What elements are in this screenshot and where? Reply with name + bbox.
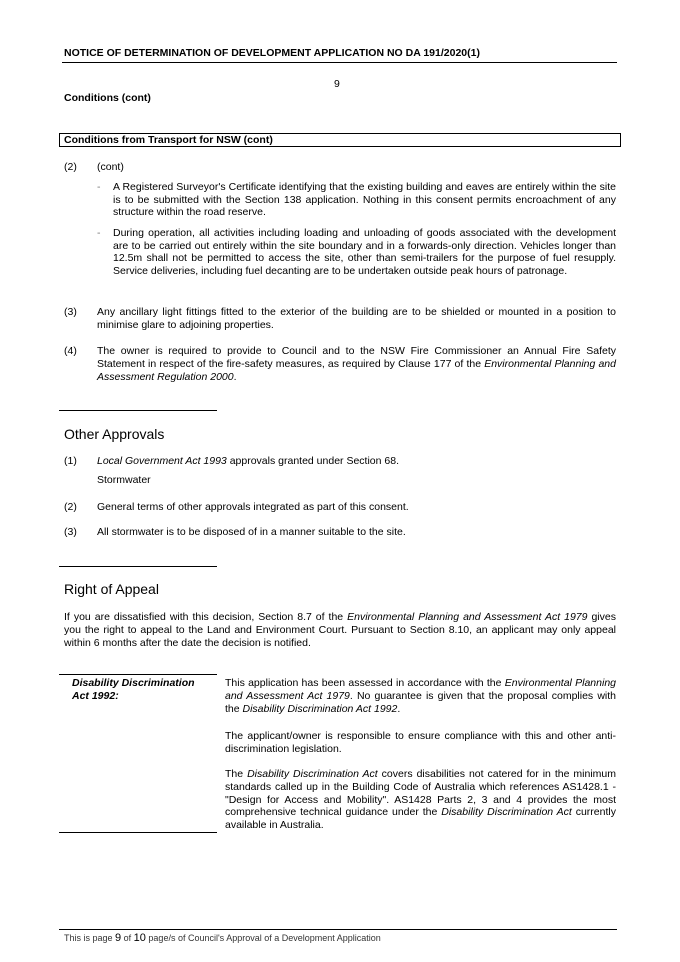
dda-paragraph-2: The applicant/owner is responsible to ensure compliance with this and other anti-discrimination legislation. bbox=[225, 730, 616, 755]
bullet-operation: During operation, all activities including loading and unloading of goods associated with the development are to be carried out entirely within the site boundary and in a forwards-only direction. Vehicles longer than 12.5m shall not be permitted to access the site, other than semi-trailers for the purpose of fuel resupply. Service deliveries, including fuel decanting are to be undertaken outside peak hours of patronage. bbox=[113, 227, 616, 277]
header-rule bbox=[62, 62, 617, 63]
section-rule bbox=[59, 566, 217, 567]
item-text: (cont) bbox=[97, 161, 124, 173]
item-light-fittings: Any ancillary light fittings fitted to the exterior of the building are to be shielded or mounted in a position to minimise glare to adjoining properties. bbox=[97, 306, 616, 331]
dda-paragraph-1: This application has been assessed in accordance with the Environmental Planning and Assessment Act 1979. No guarantee is given that the proposal complies with the Disability Discrimination Act 1992. bbox=[225, 677, 616, 715]
item-number: (1) bbox=[64, 455, 77, 467]
item-stormwater-disposal: All stormwater is to be disposed of in a manner suitable to the site. bbox=[97, 526, 406, 538]
footer-rule bbox=[59, 929, 617, 930]
transport-box-heading: Conditions from Transport for NSW (cont) bbox=[59, 133, 621, 147]
dda-bottom-rule bbox=[59, 832, 217, 833]
item-number: (4) bbox=[64, 345, 77, 357]
dda-top-rule bbox=[59, 674, 217, 675]
page-number: 9 bbox=[334, 78, 340, 90]
heading-right-of-appeal: Right of Appeal bbox=[64, 581, 159, 597]
appeal-text: If you are dissatisfied with this decision, Section 8.7 of the Environmental Planning and Assessment Act 1979 gives you the right to appeal to the Land and Environment Court. Pursuant to Section 8.10, an applicant may only appeal within 6 months after the date the decision is notified. bbox=[64, 611, 616, 649]
item-number: (3) bbox=[64, 306, 77, 318]
item-number: (3) bbox=[64, 526, 77, 538]
heading-other-approvals: Other Approvals bbox=[64, 426, 165, 442]
document-title: NOTICE OF DETERMINATION OF DEVELOPMENT APPLICATION NO DA 191/2020(1) bbox=[64, 47, 480, 59]
footer-text: This is page 9 of 10 page/s of Council's Approval of a Development Application bbox=[64, 932, 381, 944]
bullet-dash: - bbox=[97, 181, 101, 193]
bullet-dash: - bbox=[97, 227, 101, 239]
item-number: (2) bbox=[64, 501, 77, 513]
item-lga-approvals: Local Government Act 1993 approvals granted under Section 68. bbox=[97, 455, 399, 467]
dda-paragraph-3: The Disability Discrimination Act covers disabilities not catered for in the minimum standards called up in the Building Code of Australia which references AS1428.1 - "Design for Access and Mobility". AS1428 Parts 2, 3 and 4 provides the most comprehensive technical guidance under the Disability Discrimination Act currently available in Australia. bbox=[225, 768, 616, 832]
bullet-surveyor: A Registered Surveyor's Certificate identifying that the existing building and eaves are entirely within the site is to be submitted with the Section 138 application. Nothing in this consent permits encroachment of any structure within the road reserve. bbox=[113, 181, 616, 219]
item-number: (2) bbox=[64, 161, 77, 173]
item-stormwater-label: Stormwater bbox=[97, 474, 151, 486]
item-fire-safety: The owner is required to provide to Council and to the NSW Fire Commissioner an Annual Fire Safety Statement in respect of the fire-safety measures, as required by Clause 177 of the Environmental Planning and Assessment Regulation 2000. bbox=[97, 345, 616, 383]
item-general-terms: General terms of other approvals integrated as part of this consent. bbox=[97, 501, 409, 513]
section-rule bbox=[59, 410, 217, 411]
dda-label: Disability Discrimination Act 1992: bbox=[72, 677, 195, 702]
section-heading-conditions: Conditions (cont) bbox=[64, 92, 151, 104]
